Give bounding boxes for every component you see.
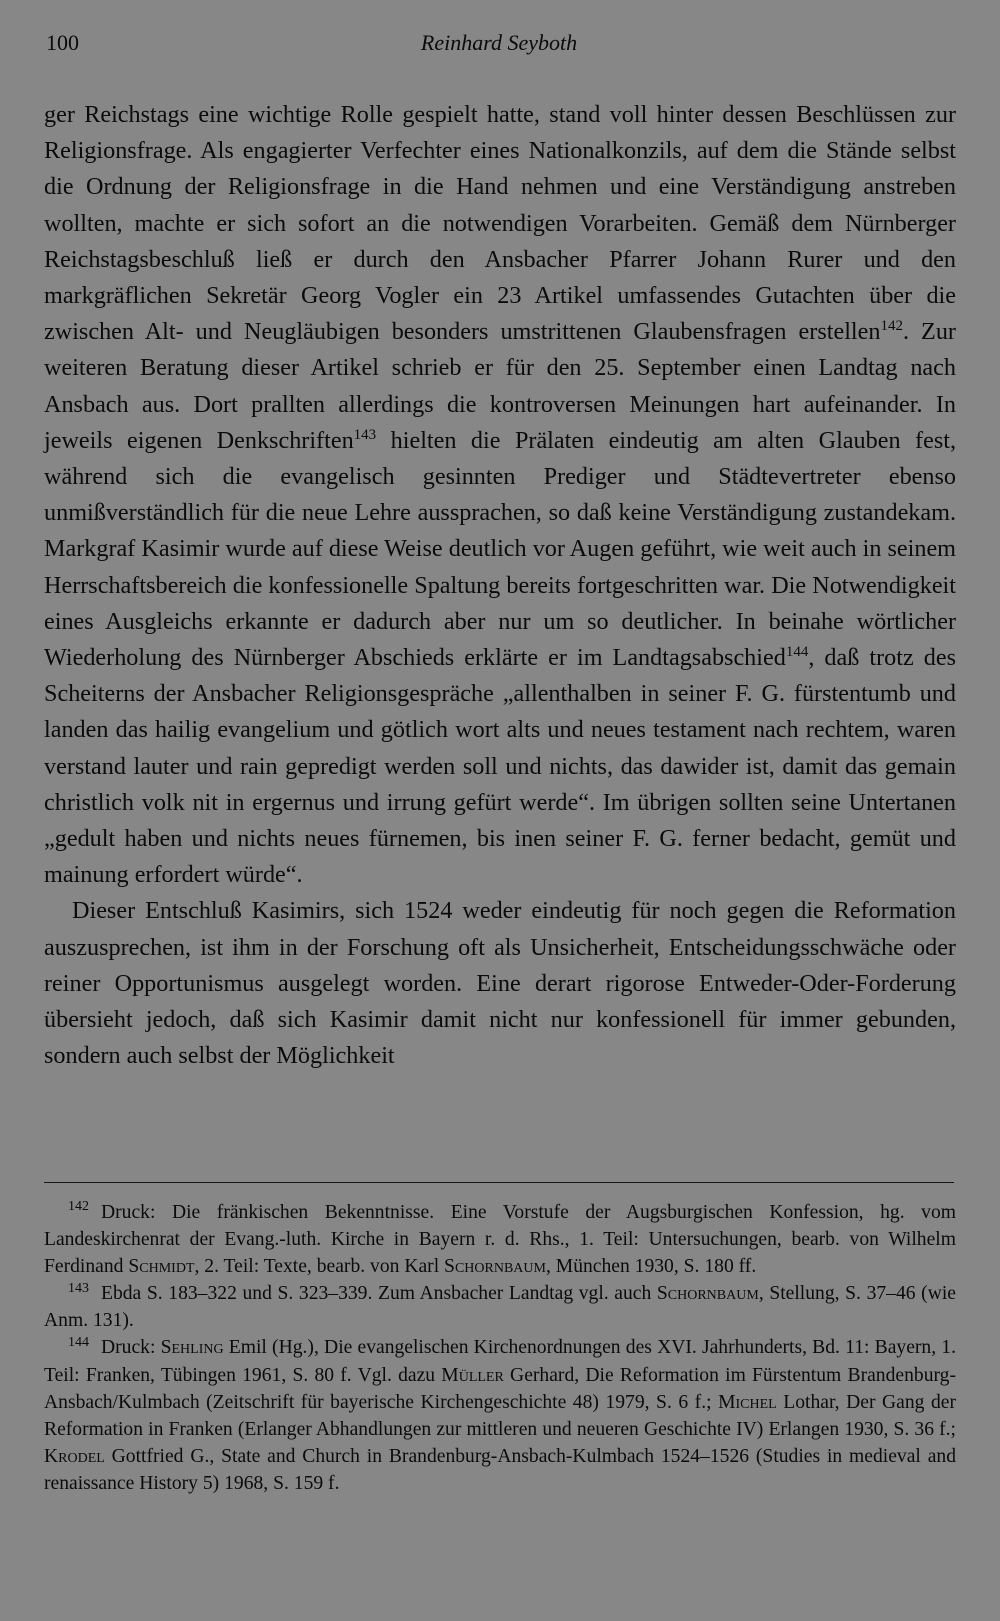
footnote-number: 142 bbox=[68, 1199, 89, 1215]
author-name: Schmidt bbox=[128, 1256, 195, 1278]
page-number: 100 bbox=[46, 30, 79, 55]
text-segment: , Stellung, S. 37–46 (wie Anm. 131). bbox=[44, 1283, 956, 1332]
footnote-142 bbox=[44, 1199, 956, 1280]
author-name: Sehling bbox=[160, 1337, 224, 1359]
author-name: Schornbaum bbox=[656, 1283, 759, 1305]
author-name: Michel bbox=[718, 1391, 777, 1413]
text-segment: Emil (Hg.), Die evangelischen Kirchenordnungen des XVI. Jahrhunderts, Bd. 11: Bayern, 1. Teil: Franken, Tübingen 1961, S. 80 f. Vgl. dazu bbox=[44, 1337, 956, 1386]
footnote-number: 144 bbox=[68, 1334, 89, 1350]
text-segment: Druck: Die fränkischen Bekenntnisse. Eine Vorstufe der Augsburgischen Konfession, hg. vom Landeskirchenrat der Evang.-luth. Kirche in Bayern r. d. Rhs., 1. Teil: Untersuchungen, bearb. von Wilhelm Ferdinand bbox=[44, 1202, 956, 1278]
text-segment: ger Reichstags eine wichtige Rolle gespielt hatte, stand voll hinter dessen Beschlüssen zur Religionsfrage. Als engagierter Verfechter eines Nationalkonzils, auf dem die Stände selbst die Ordnung der Religionsfrage in die Hand nehmen und eine Verständigung anstreben wollten, machte er sich sofort an die notwendigen Vorarbeiten. Gemäß dem Nürnberger Reichstagsbeschluß ließ er durch den Ansbacher Pfarrer Johann Rurer und den markgräflichen Sekretär Georg Vogler ein 23 Artikel umfassendes Gutachten über die zwischen Alt- und Neugläubigen besonders umstrittenen Glaubensfragen erstellen bbox=[44, 101, 956, 346]
footnotes bbox=[44, 1199, 956, 1497]
author-name: Krodel bbox=[44, 1445, 105, 1467]
text-segment: . Zur weiteren Beratung dieser Artikel schrieb er für den 25. September einen Landtag nach Ansbach aus. Dort prallten allerdings die kontroversen Meinungen hart aufeinander. In jeweils eigenen Denkschriften bbox=[44, 318, 956, 454]
footnote-separator bbox=[44, 1182, 954, 1183]
text-segment: Gottfried G., State and Church in Brandenburg-Ansbach-Kulmbach 1524–1526 (Studies in medieval and renaissance History 5) 1968, S. 159 f. bbox=[44, 1445, 956, 1494]
text-segment: Lothar, Der Gang der Reformation in Franken (Erlanger Abhandlungen zur mittleren und neueren Geschichte IV) Erlangen 1930, S. 36 f.; bbox=[44, 1391, 956, 1440]
text-segment: , München 1930, S. 180 ff. bbox=[545, 1256, 757, 1278]
footnote-143 bbox=[44, 1280, 956, 1334]
text-segment: Druck: bbox=[101, 1337, 161, 1359]
footnote-reference: 144 bbox=[785, 643, 809, 660]
paragraph bbox=[44, 97, 956, 893]
text-segment: Gerhard, Die Reformation im Fürstentum Brandenburg-Ansbach/Kulmbach (Zeitschrift für bayerische Kirchengeschichte 48) 1979, S. 6 f.; bbox=[44, 1364, 956, 1413]
author-name: Schornbaum bbox=[444, 1256, 546, 1278]
text-segment: , daß trotz des Scheiterns der Ansbacher Religionsgespräche „allenthalben in seiner F. G. fürstentumb und landen das hailig evangelium und götlich wort alts und neues testament nach rechtem, waren verstand lauter und rain gepredigt werden soll und nichts, das dawider ist, damit das gemain christlich volk nit in ergernus und irrung gefürt werde“. Im übrigen sollten seine Untertanen „gedult haben und nichts neues fürnemen, bis inen seiner F. G. ferner bedacht, gemüt und mainung erfordert würde“. bbox=[44, 644, 956, 889]
text-segment: , 2. Teil: Texte, bearb. von Karl bbox=[194, 1256, 445, 1278]
footnote-reference: 143 bbox=[353, 426, 377, 443]
footnote-reference: 142 bbox=[880, 318, 903, 335]
text-segment: hielten die Prälaten eindeutig am alten Glauben fest, während sich die evangelisch gesinnten Prediger und Städtevertreter ebenso unmißverständlich für die neue Lehre aussprachen, so daß keine Verständigung zustandekam. Markgraf Kasimir wurde auf diese Weise deutlich vor Augen geführt, wie weit auch in seinem Herrschaftsbereich die konfessionelle Spaltung bereits fortgeschritten war. Die Notwendigkeit eines Ausgleichs erkannte er dadurch aber nur um so deutlicher. In beinahe wörtlicher Wiederholung des Nürnberger Abschieds erklärte er im Landtagsabschied bbox=[44, 426, 956, 672]
main-text bbox=[44, 97, 956, 1074]
running-title: Reinhard Seyboth bbox=[420, 30, 578, 55]
footnote-number: 143 bbox=[68, 1280, 89, 1296]
author-name: Müller bbox=[441, 1364, 504, 1386]
text-segment: Ebda S. 183–322 und S. 323–339. Zum Ansbacher Landtag vgl. auch bbox=[101, 1283, 657, 1305]
footnote-144 bbox=[44, 1334, 956, 1497]
paragraph: Dieser Entschluß Kasimirs, sich 1524 weder eindeutig für noch gegen die Reformation auszusprechen, ist ihm in der Forschung oft als Unsicherheit, Entscheidungsschwäche oder reiner Opportunismus ausgelegt worden. Eine derart rigorose Entweder-Oder-Forderung übersieht jedoch, daß sich Kasimir damit nicht nur konfessionell für immer gebunden, sondern auch selbst der Möglichkeit bbox=[44, 897, 956, 1070]
